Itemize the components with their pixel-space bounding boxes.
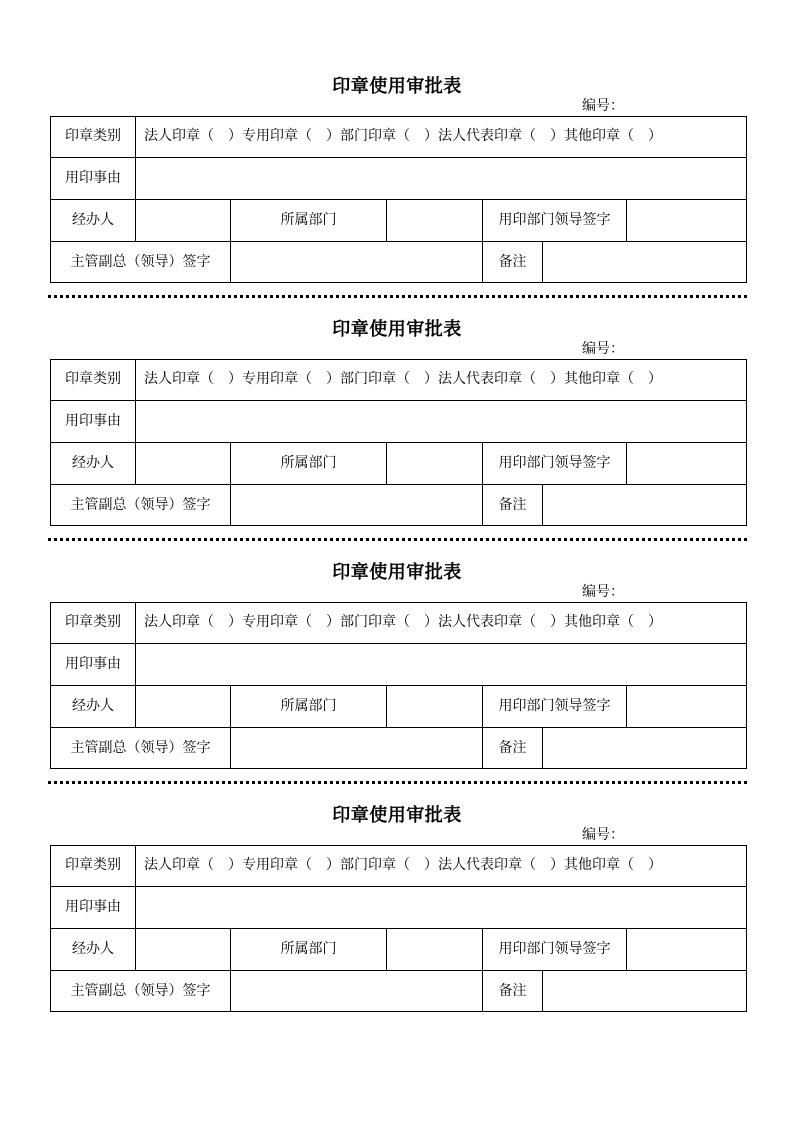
remarks-field[interactable] [543, 971, 746, 1011]
vp-sign-field[interactable] [231, 728, 482, 768]
approval-form [0, 317, 794, 560]
reason-label: 用印事由 [65, 899, 121, 915]
department-label: 所属部门 [280, 212, 337, 228]
serial-number-label: 编号： [582, 827, 624, 843]
vp-sign-field[interactable] [231, 971, 482, 1011]
dept-leader-sign-field[interactable] [627, 686, 746, 727]
dept-leader-sign-label: 用印部门领导签字 [498, 212, 611, 228]
reason-field[interactable] [136, 158, 746, 199]
reason-field[interactable] [136, 401, 746, 442]
department-field[interactable] [387, 443, 482, 484]
remarks-field[interactable] [543, 485, 746, 525]
vp-sign-label: 主管副总（领导）签字 [70, 497, 211, 513]
department-label: 所属部门 [280, 941, 337, 957]
remarks-field[interactable] [543, 728, 746, 768]
handler-label: 经办人 [72, 212, 114, 228]
department-field[interactable] [387, 929, 482, 970]
handler-field[interactable] [136, 929, 230, 970]
form-title: 印章使用审批表 [332, 805, 462, 826]
reason-field[interactable] [136, 887, 746, 928]
serial-number-label: 编号： [582, 584, 624, 600]
dept-leader-sign-field[interactable] [627, 443, 746, 484]
form-table [50, 116, 747, 283]
serial-number-label: 编号： [582, 341, 624, 357]
reason-label: 用印事由 [65, 413, 121, 429]
seal-type-options[interactable]: 法人印章（ ）专用印章（ ）部门印章（ ）法人代表印章（ ）其他印章（ ） [144, 857, 662, 873]
handler-label: 经办人 [72, 941, 114, 957]
dept-leader-sign-field[interactable] [627, 929, 746, 970]
department-field[interactable] [387, 200, 482, 241]
form-title: 印章使用审批表 [332, 319, 462, 340]
dept-leader-sign-label: 用印部门领导签字 [498, 698, 611, 714]
handler-label: 经办人 [72, 698, 114, 714]
seal-type-options[interactable]: 法人印章（ ）专用印章（ ）部门印章（ ）法人代表印章（ ）其他印章（ ） [144, 614, 662, 630]
approval-form [0, 803, 794, 1046]
cut-line-divider [48, 538, 747, 541]
handler-field[interactable] [136, 443, 230, 484]
handler-field[interactable] [136, 686, 230, 727]
serial-number-label: 编号： [582, 98, 624, 114]
vp-sign-label: 主管副总（领导）签字 [70, 740, 211, 756]
cut-line-divider [48, 295, 747, 298]
seal-type-label: 印章类别 [65, 128, 121, 144]
reason-field[interactable] [136, 644, 746, 685]
approval-form [0, 74, 794, 317]
seal-type-label: 印章类别 [65, 857, 121, 873]
department-field[interactable] [387, 686, 482, 727]
department-label: 所属部门 [280, 698, 337, 714]
remarks-label: 备注 [498, 254, 527, 270]
reason-label: 用印事由 [65, 170, 121, 186]
seal-type-label: 印章类别 [65, 371, 121, 387]
handler-field[interactable] [136, 200, 230, 241]
dept-leader-sign-label: 用印部门领导签字 [498, 455, 611, 471]
remarks-label: 备注 [498, 497, 527, 513]
form-table [50, 602, 747, 769]
dept-leader-sign-label: 用印部门领导签字 [498, 941, 611, 957]
form-table [50, 359, 747, 526]
form-title: 印章使用审批表 [332, 562, 462, 583]
approval-form [0, 560, 794, 803]
cut-line-divider [48, 781, 747, 784]
form-title: 印章使用审批表 [332, 76, 462, 97]
form-table [50, 845, 747, 1012]
seal-type-options[interactable]: 法人印章（ ）专用印章（ ）部门印章（ ）法人代表印章（ ）其他印章（ ） [144, 371, 662, 387]
remarks-field[interactable] [543, 242, 746, 282]
handler-label: 经办人 [72, 455, 114, 471]
vp-sign-label: 主管副总（领导）签字 [70, 254, 211, 270]
vp-sign-field[interactable] [231, 485, 482, 525]
reason-label: 用印事由 [65, 656, 121, 672]
seal-type-label: 印章类别 [65, 614, 121, 630]
remarks-label: 备注 [498, 983, 527, 999]
vp-sign-label: 主管副总（领导）签字 [70, 983, 211, 999]
department-label: 所属部门 [280, 455, 337, 471]
vp-sign-field[interactable] [231, 242, 482, 282]
remarks-label: 备注 [498, 740, 527, 756]
seal-type-options[interactable]: 法人印章（ ）专用印章（ ）部门印章（ ）法人代表印章（ ）其他印章（ ） [144, 128, 662, 144]
dept-leader-sign-field[interactable] [627, 200, 746, 241]
